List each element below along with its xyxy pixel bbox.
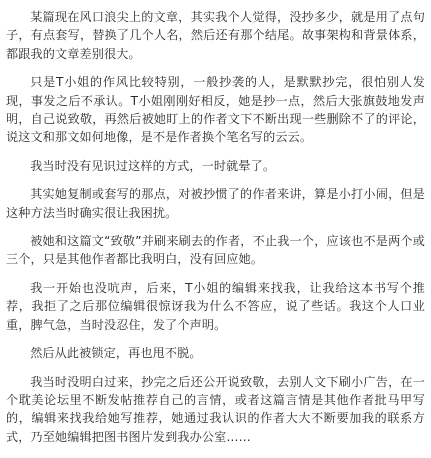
paragraph-8: 我当时没明白过来，抄完之后还公开说致敬，去别人文下刷小广告，在一个耽美论坛里不断发帖推荐自己的言情，或者这篇言情是其他作者批马甲写的，编辑来找我给她写推荐，她通过我认识的作者大大不断要加我的联系方式，乃至她编辑把图书图片发到我办公室…… [6,374,425,444]
paragraph-1: 某篇现在风口浪尖上的文章，其实我个人觉得，没抄多少，就是用了点句子，有点套写，替换了几个人名，然后还有那个结尾。故事架构和背景体系，都跟我的文章差别很大。 [6,10,425,61]
paragraph-5: 被她和这篇文“致敬”并刷来刷去的作者，不止我一个，应该也不是两个或三个，只是其他作者都比我明白，没有回应她。 [6,234,425,267]
paragraph-3: 我当时没有见识过这样的方式，一时就晕了。 [30,158,276,173]
paragraph-7: 然后从此被锁定，再也甩不脱。 [30,346,202,361]
paragraph-4: 其实她复制或套写的那点，对被抄惯了的作者来讲，算是小打小闹，但是这种方法当时确实很让我困扰。 [6,187,425,220]
paragraph-6: 我一开始也没吭声，后来，T小姐的编辑来找我，让我给这本书写个推荐，我拒了之后那位编辑很惊讶我为什么不答应，说了些话。我这个人口业重，脾气急，当时没忍住，发了个声明。 [6,280,425,332]
paragraph-2: 只是T小姐的作风比较特别，一般抄袭的人，是默默抄完，很怕别人发现，事发之后不承认。T小姐刚刚好相反，她是抄一点，然后大张旗鼓地发声明，自己说致敬，再然后被她盯上的作者文下不断出现一些删除不了的评论，说这文和那文如何地像，是不是作者换个笔名写的云云。 [6,75,425,145]
